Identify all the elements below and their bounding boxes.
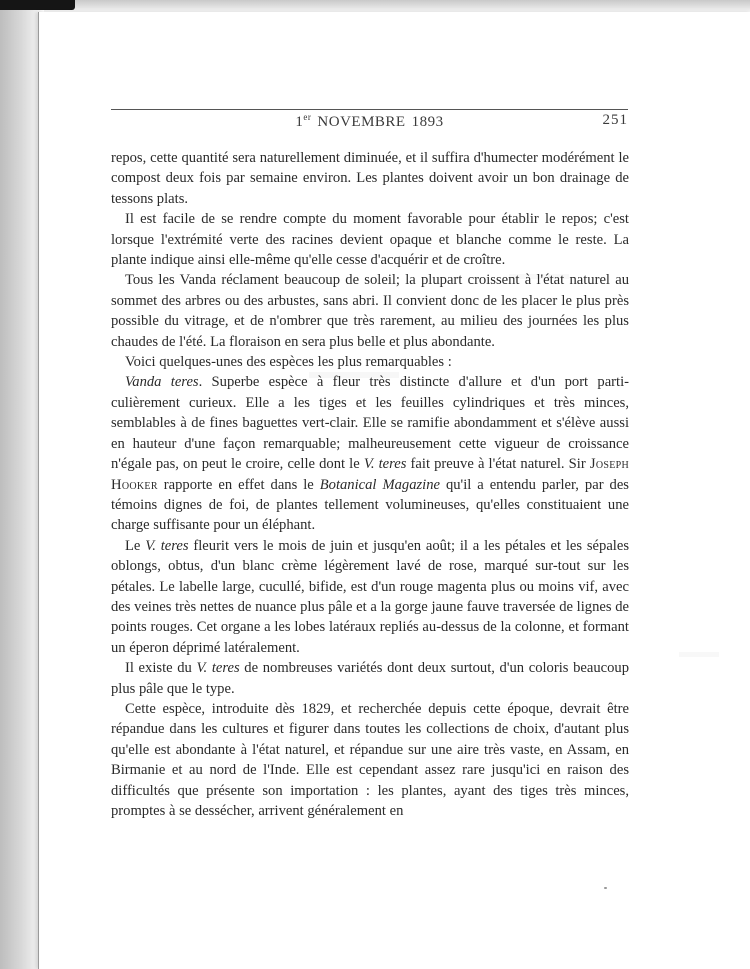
- paragraph: [111, 148, 629, 209]
- article-body: [111, 148, 629, 821]
- running-header: [111, 109, 628, 132]
- italic-text: Botanical Magazine: [319, 476, 440, 493]
- header-date-ordinal: er: [303, 112, 312, 122]
- italic-text: V. teres: [196, 660, 240, 677]
- person-name: Joseph Hooker: [111, 456, 629, 493]
- paragraph-text: repos, cette quantité sera naturellement diminuée, et il suffira d'humecter modérément le compost deux fois par semaine environ. Les plantes doivent avoir un bon drainage de tessons plats.: [111, 150, 629, 207]
- paragraph-text: rapporte en effet dans le: [157, 476, 320, 493]
- paragraph-text: qu'il a entendu parler, par des témoins dignes de foi, de plantes tellement volumineuses, qu'elles constituaient une charge suffisante pour un éléphant.: [111, 476, 629, 534]
- paragraph-text: Cette espèce, introduite dès 1829, et recherchée depuis cette époque, devrait être répandue dans les cultures et figurer dans toutes les collections de choix, d'autant plus qu'elle est abondante à l'état naturel, et répandue sur une aire très vaste, en Assam, en Birmanie et au nord de l'Inde. Elle est cependant assez rare jusqu'ici en raison des difficultés que présente son importation : les plantes, ayant des tiges très minces, promptes à se dessécher, arrivent généralement en: [111, 700, 629, 819]
- italic-text: Vanda teres: [125, 374, 199, 391]
- scan-corner-mark: [0, 0, 75, 10]
- paragraph-text: Il existe du: [125, 660, 197, 677]
- header-date: [111, 112, 628, 131]
- paragraph-text: fait preuve à l'état naturel. Sir: [406, 456, 590, 473]
- paragraph: [111, 536, 629, 658]
- paragraph: [111, 209, 629, 270]
- paragraph-text: Tous les Vanda réclament beaucoup de soleil; la plupart croissent à l'état naturel au sommet des arbres ou des arbustes, sans abri. Il convient donc de les placer le plus près possible du vitrage, et de n'ombrer que très rarement, au milieu des journées les plus chaudes de l'été. La floraison en sera plus belle et plus abondante.: [111, 272, 629, 350]
- paragraph: [111, 699, 629, 821]
- show-through-mark: [679, 652, 719, 657]
- paragraph: [111, 372, 629, 535]
- paragraph: [111, 352, 629, 372]
- paragraph-text: de nombreuses variétés dont deux surtout, d'un coloris beaucoup plus pâle que le type.: [111, 660, 630, 697]
- paragraph: [111, 658, 629, 699]
- paragraph-text: Il est facile de se rendre compte du moment favorable pour établir le repos; c'est lorsque l'extrémité verte des racines devient opaque et blanche comme le reste. La plante indique ainsi elle-même qu'elle cesse d'acquérir et de croître.: [111, 211, 629, 269]
- header-date-month: NOVEMBRE: [317, 114, 406, 130]
- paragraph: [111, 270, 629, 352]
- italic-text: V. teres: [363, 456, 407, 473]
- ink-speck: [604, 887, 607, 889]
- paragraph-text: Le: [125, 537, 146, 554]
- page-number: 251: [602, 112, 628, 128]
- header-date-day: 1: [295, 114, 304, 130]
- italic-text: V. teres: [145, 537, 189, 554]
- header-date-year: 1893: [411, 114, 444, 130]
- paragraph-text: Voici quelques-unes des espèces les plus remarquables :: [125, 354, 452, 371]
- paragraph-text: . Superbe espèce à fleur très distincte d'allure et d'un port parti-culièrement curieux. Elle a les tiges et les feuilles cylindriques et très minces, semblables à de fines baguettes vert-clair. Elle se ramifie abondamment et s'élève aussi en hauteur d'une façon remarquable; malheureusement cette vigueur de croissance n'égale pas, on peut le croire, celle dont le: [111, 374, 629, 473]
- paragraph-text: fleurit vers le mois de juin et jusqu'en août; il a les pétales et les sépales oblongs, obtus, d'un blanc crème légèrement lavé de rose, marqué sur-tout sur les pétales. Le labelle large, cucullé, bifide, est d'un rouge magenta plus ou moins vif, avec des veines très nettes de nuance plus pâle et a la gorge jaune fauve traversée de lignes de points rouges. Cet organe a les lobes latéraux repliés au-dessus de la colonne, et formant un éperon déprimé latéralement.: [111, 537, 630, 656]
